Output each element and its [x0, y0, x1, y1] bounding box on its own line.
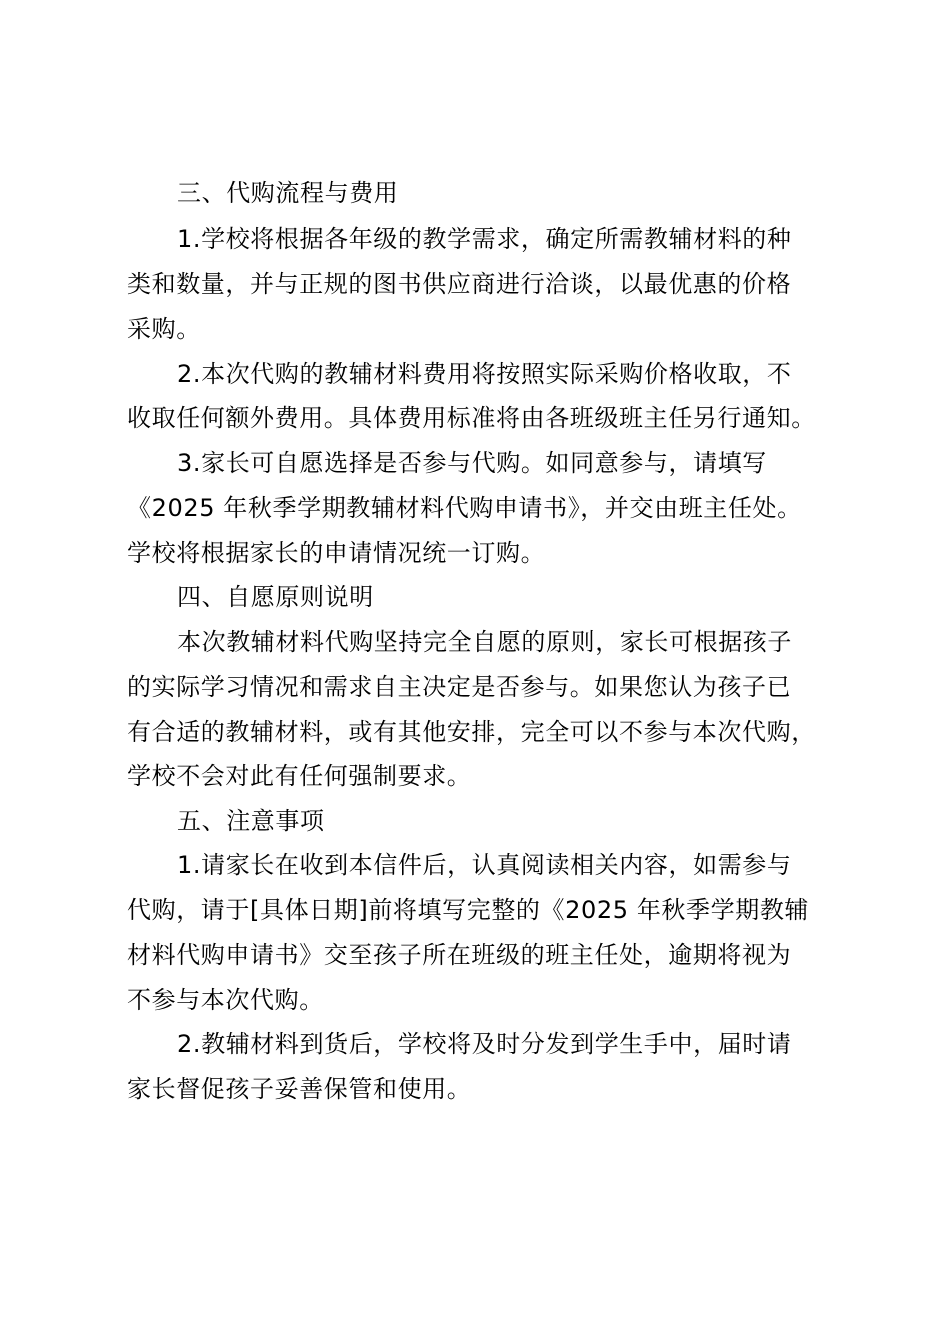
paragraph-line: 家长督促孩子妥善保管和使用。 [127, 1075, 472, 1103]
paragraph-line: 3.家长可自愿选择是否参与代购。如同意参与，请填写 [177, 449, 767, 477]
paragraph-line: 本次教辅材料代购坚持完全自愿的原则，家长可根据孩子 [177, 628, 792, 656]
section-heading-procurement-process: 三、代购流程与费用 [177, 179, 399, 207]
section-heading-notes: 五、注意事项 [177, 807, 325, 835]
paragraph-line: 1.请家长在收到本信件后，认真阅读相关内容，如需参与 [177, 851, 792, 879]
paragraph-line: 学校将根据家长的申请情况统一订购。 [127, 539, 546, 567]
paragraph-line: 有合适的教辅材料，或有其他安排，完全可以不参与本次代购， [127, 718, 816, 746]
paragraph-line: 类和数量，并与正规的图书供应商进行洽谈，以最优惠的价格 [127, 270, 792, 298]
paragraph-line: 收取任何额外费用。具体费用标准将由各班级班主任另行通知。 [127, 404, 816, 432]
paragraph-line: 《2025 年秋季学期教辅材料代购申请书》，并交由班主任处。 [127, 494, 802, 522]
paragraph-line: 1.学校将根据各年级的教学需求，确定所需教辅材料的种 [177, 225, 792, 253]
paragraph-line: 材料代购申请书》交至孩子所在班级的班主任处，逾期将视为 [127, 941, 792, 969]
paragraph-line: 学校不会对此有任何强制要求。 [127, 762, 472, 790]
paragraph-line: 2.本次代购的教辅材料费用将按照实际采购价格收取，不 [177, 360, 792, 388]
paragraph-line: 代购，请于[具体日期]前将填写完整的《2025 年秋季学期教辅 [127, 896, 810, 924]
paragraph-line: 2.教辅材料到货后，学校将及时分发到学生手中，届时请 [177, 1030, 792, 1058]
paragraph-line: 采购。 [127, 315, 201, 343]
section-heading-voluntary-principle: 四、自愿原则说明 [177, 583, 374, 611]
paragraph-line: 不参与本次代购。 [127, 986, 324, 1014]
paragraph-line: 的实际学习情况和需求自主决定是否参与。如果您认为孩子已 [127, 673, 792, 701]
